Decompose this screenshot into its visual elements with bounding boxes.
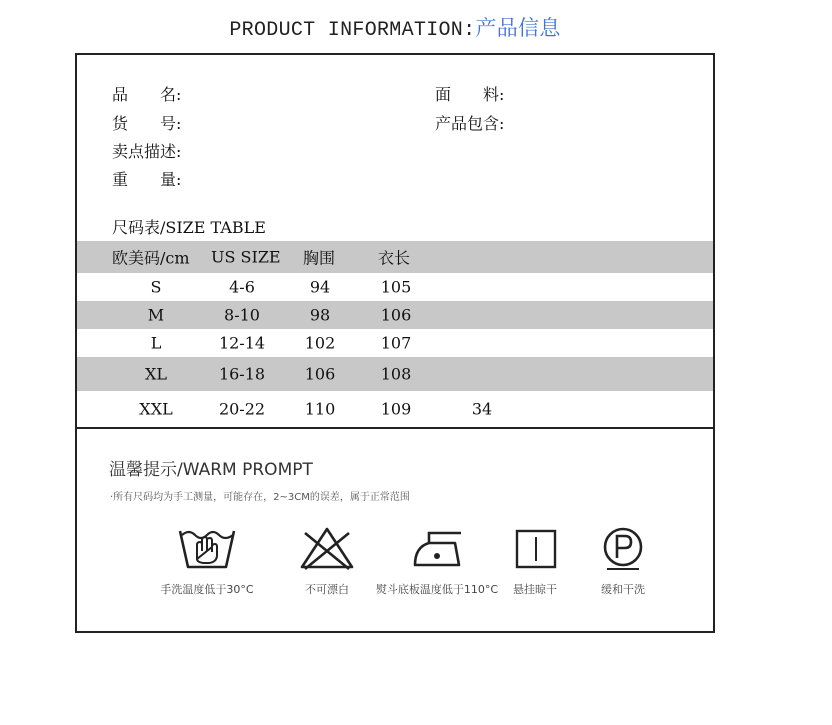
header-bust: 胸围 (303, 248, 336, 268)
weight-label: 重 量: (112, 170, 182, 189)
fabric-label: 面 料: (435, 85, 505, 104)
header-us-size: US SIZE (211, 247, 281, 267)
section-divider (77, 427, 713, 429)
name-label: 品 名: (112, 85, 182, 104)
header-eu-size: 欧美码/cm (112, 248, 190, 268)
size-table-header (77, 241, 713, 273)
cell-eu-size: L (150, 333, 162, 353)
title-english: PRODUCT INFORMATION: (229, 19, 476, 42)
cell-us-size: 16-18 (218, 364, 266, 384)
cell-us-size: 12-14 (218, 333, 266, 353)
header-length: 衣长 (378, 248, 411, 268)
care-item-no-bleach (267, 525, 387, 597)
cell-eu-size: M (147, 305, 165, 325)
cell-eu-size: S (150, 277, 162, 297)
hang-dry-icon (505, 525, 565, 571)
page-title (0, 12, 790, 42)
cell-bust: 98 (309, 305, 331, 325)
cell-length: 108 (380, 364, 412, 384)
cell-length: 109 (380, 399, 412, 419)
iron-icon (407, 525, 467, 571)
dry-clean-p-icon (593, 525, 653, 571)
cell-length: 105 (380, 277, 412, 297)
cell-bust: 102 (304, 333, 336, 353)
cell-bust: 94 (309, 277, 331, 297)
item-number-label: 货 号: (112, 114, 182, 133)
size-table-title: 尺码表/SIZE TABLE (112, 218, 266, 237)
table-row (77, 273, 713, 301)
product-info-card (75, 53, 715, 633)
care-item-hand-wash (147, 525, 267, 597)
cell-us-size: 4-6 (229, 277, 255, 297)
care-label: 熨斗底板温度低于110°C (375, 583, 499, 596)
care-label: 悬挂晾干 (513, 583, 557, 596)
cell-eu-size: XXL (139, 399, 173, 419)
cell-length: 107 (380, 333, 412, 353)
cell-extra: 34 (471, 399, 493, 419)
title-chinese: 产品信息 (475, 16, 561, 40)
cell-bust: 106 (304, 364, 336, 384)
warm-prompt-title: 温馨提示/WARM PROMPT (109, 460, 313, 480)
cell-us-size: 8-10 (224, 305, 260, 325)
table-row (77, 357, 713, 391)
cell-eu-size: XL (144, 364, 168, 384)
no-bleach-icon (297, 525, 357, 571)
description-label: 卖点描述: (112, 142, 182, 161)
care-label: 不可漂白 (305, 583, 349, 596)
cell-bust: 110 (304, 399, 336, 419)
cell-us-size: 20-22 (218, 399, 266, 419)
care-label: 缓和干洗 (601, 583, 645, 596)
care-item-dry-clean (563, 525, 683, 597)
table-row (77, 329, 713, 357)
hand-wash-icon (177, 525, 237, 571)
care-label: 手洗温度低于30°C (160, 583, 254, 596)
table-row (77, 301, 713, 329)
cell-length: 106 (380, 305, 412, 325)
package-label: 产品包含: (435, 114, 505, 133)
table-row (77, 391, 713, 427)
measurement-note: ·所有尺码均为手工测量，可能存在，2~3CM的误差，属于正常范围 (110, 492, 410, 503)
